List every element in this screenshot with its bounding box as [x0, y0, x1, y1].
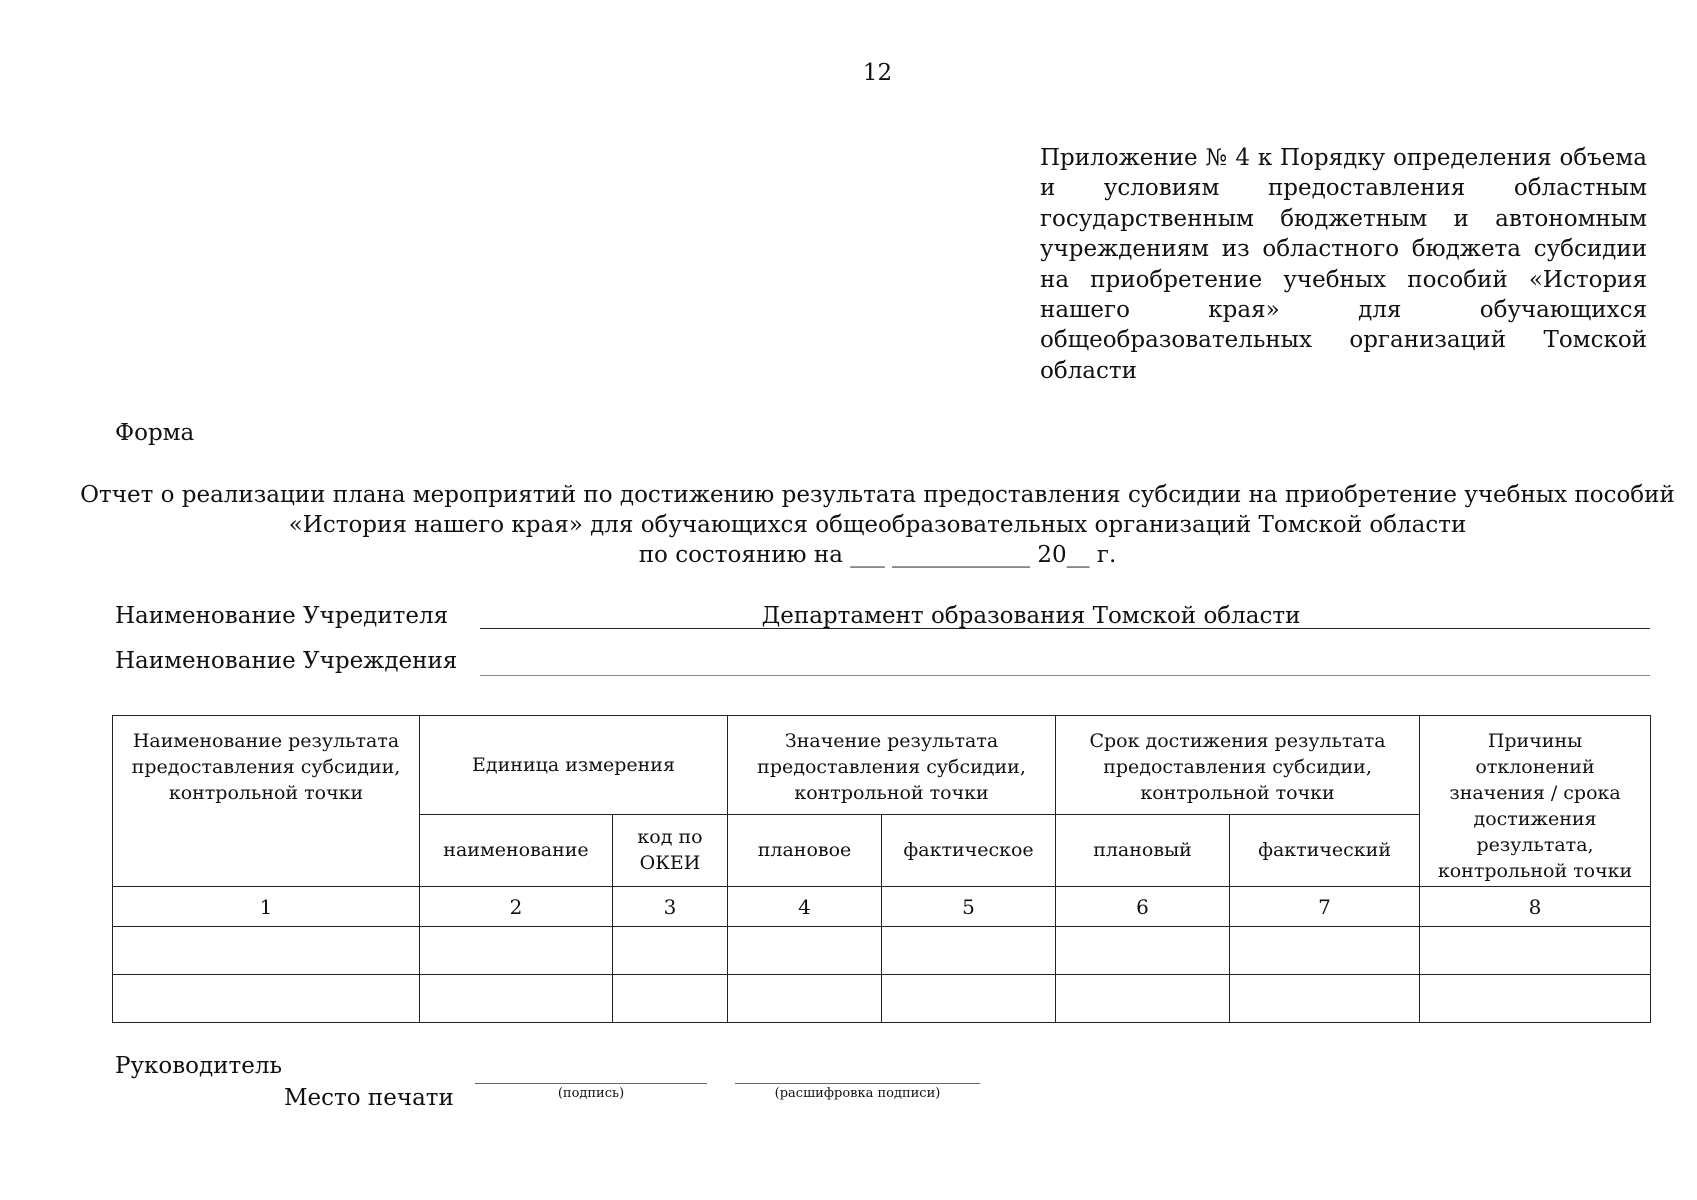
institution-label: Наименование Учреждения [115, 648, 458, 674]
report-date-line: по состоянию на ___ ____________ 20__ г. [638, 542, 1117, 568]
table-cell [420, 927, 613, 975]
report-table [112, 715, 1651, 1023]
table-row [113, 927, 1651, 975]
header-value: Значение результата предоставления субсидии, контрольной точки [728, 716, 1056, 815]
signature-line [475, 1083, 707, 1084]
table-cell [728, 927, 882, 975]
header-value-actual: фактическое [882, 814, 1056, 886]
report-title [80, 480, 1675, 570]
header-deadline-actual: фактический [1230, 814, 1420, 886]
table-cell [1420, 927, 1651, 975]
header-result-name: Наименование результата предоставления субсидии, контрольной точки [113, 716, 420, 887]
founder-label: Наименование Учредителя [115, 603, 449, 629]
founder-underline [480, 628, 1650, 629]
table-cell [613, 927, 728, 975]
form-label: Форма [115, 420, 195, 446]
signature-caption: (подпись) [557, 1086, 625, 1101]
column-number-row [113, 887, 1651, 927]
header-unit-okei: код по ОКЕИ [613, 814, 728, 886]
head-label: Руководитель [115, 1053, 282, 1079]
column-number: 3 [613, 887, 728, 927]
table-cell [1056, 975, 1230, 1023]
header-reasons: Причины отклонений значения / срока достижения результата, контрольной точки [1420, 716, 1651, 887]
table-cell [113, 975, 420, 1023]
stamp-place-label: Место печати [284, 1085, 454, 1111]
column-number: 5 [882, 887, 1056, 927]
table-cell [882, 927, 1056, 975]
header-unit: Единица измерения [420, 716, 728, 815]
table-cell [420, 975, 613, 1023]
signature-decoding-line [735, 1083, 980, 1084]
table-cell [1230, 975, 1420, 1023]
header-deadline: Срок достижения результата предоставления субсидии, контрольной точки [1056, 716, 1420, 815]
table-row [113, 975, 1651, 1023]
header-value-planned: плановое [728, 814, 882, 886]
appendix-note: Приложение № 4 к Порядку определения объема и условиям предоставления областным государственным бюджетным и автономным учреждениям из областного бюджета субсидии на приобретение учебных пособий «История нашего края» для обучающихся общеобразовательных организаций Томской области [1040, 145, 1647, 384]
column-number: 8 [1420, 887, 1651, 927]
table-cell [1056, 927, 1230, 975]
table-cell [1420, 975, 1651, 1023]
institution-field [480, 675, 1650, 676]
founder-value: Департамент образования Томской области [761, 603, 1301, 629]
header-deadline-planned: плановый [1056, 814, 1230, 886]
table-cell [728, 975, 882, 1023]
column-number: 2 [420, 887, 613, 927]
column-number: 6 [1056, 887, 1230, 927]
table-cell [613, 975, 728, 1023]
column-number: 7 [1230, 887, 1420, 927]
signature-decoding-caption: (расшифровка подписи) [774, 1086, 941, 1101]
column-number: 4 [728, 887, 882, 927]
column-number: 1 [113, 887, 420, 927]
table-cell [882, 975, 1056, 1023]
table-cell [113, 927, 420, 975]
table-cell [1230, 927, 1420, 975]
report-title-line-1: Отчет о реализации плана мероприятий по достижению результата предоставления субсидии на приобретение учебных пособий [80, 482, 1675, 508]
page-number: 12 [862, 60, 893, 86]
header-unit-name: наименование [420, 814, 613, 886]
report-title-line-2: «История нашего края» для обучающихся общеобразовательных организаций Томской области [288, 512, 1467, 538]
